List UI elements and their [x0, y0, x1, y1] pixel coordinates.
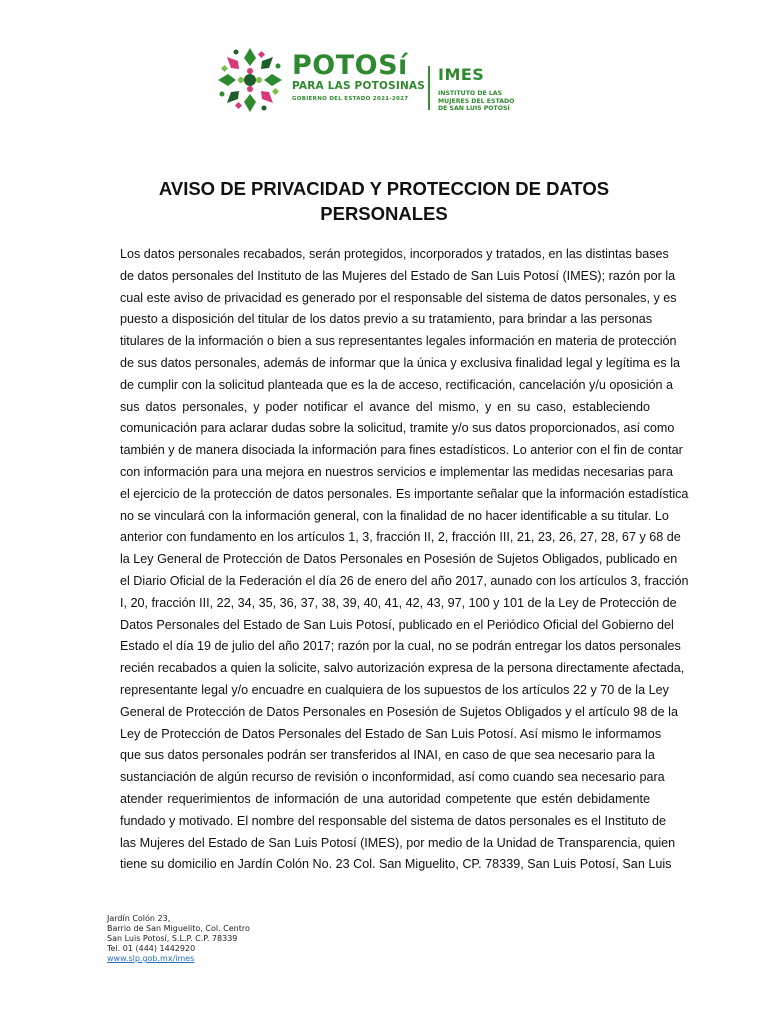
brand-government: GOBIERNO DEL ESTADO 2021-2027 [292, 96, 409, 102]
header-divider [428, 66, 430, 110]
body-line: la Ley General de Protección de Datos Personales en Posesión de Sujetos Obligados, publicado en [120, 552, 678, 567]
imes-block [438, 66, 578, 113]
body-line: de datos personales del Instituto de las Mujeres del Estado de San Luis Potosí (IMES); razón por la [120, 268, 676, 283]
body-line: I, 20, fracción III, 22, 34, 35, 36, 37, 38, 39, 40, 41, 42, 43, 97, 100 y 101 de la Ley de Protección de [120, 595, 677, 610]
body-line: General de Protección de Datos Personales en Posesión de Sujetos Obligados y el artículo 98 de la [120, 704, 678, 719]
body-line: anterior con fundamento en los artículos 1, 3, fracción II, 2, fracción III, 21, 23, 26, 27, 28, 67 y 68 de [120, 530, 681, 545]
body-line: comunicación para aclarar dudas sobre la solicitud, tramite y/o sus datos proporcionados, así como [120, 421, 675, 436]
brand-subtitle: PARA LAS POTOSINAS [292, 80, 426, 92]
brand-block [292, 52, 432, 105]
body-line: de cumplir con la solicitud planteada que es la de acceso, rectificación, cancelación y/u oposición a [120, 377, 674, 392]
body-line: atender requerimientos de información de una autoridad competente que estén debidamente [120, 791, 650, 806]
body-line: sus datos personales, y poder notificar el avance del mismo, y en su caso, estableciendo [120, 399, 650, 414]
body-line: recién recabados a quien la solicite, salvo autorización expresa de la persona directamente afectada, [120, 661, 685, 676]
body-line: Datos Personales del Estado de San Luis Potosí, publicado en el Periódico Oficial del Gobierno del [120, 617, 674, 632]
body-line: puesto a disposición del titular de los datos previo a su tratamiento, para brindar a las personas [120, 312, 653, 327]
privacy-notice-body [120, 244, 689, 876]
imes-subtitle [438, 90, 578, 113]
document-title-line: AVISO DE PRIVACIDAD Y PROTECCION DE DATOS [158, 178, 610, 199]
imes-subtitle-line: DE SAN LUIS POTOSÍ [438, 105, 510, 113]
footer-address-line: Barrio de San Miguelito, Col. Centro [107, 924, 250, 933]
body-line: de sus datos personales, además de informar que la única y exclusiva finalidad legal y legítima es la [120, 355, 681, 370]
body-line: cual este aviso de privacidad es generado por el responsable del sistema de datos personales, y es [120, 290, 677, 305]
footer-address-line: San Luis Potosí, S.L.P. C.P. 78339 [107, 934, 238, 943]
document-title-line: PERSONALES [320, 203, 448, 224]
page-footer [107, 914, 367, 964]
body-line: las Mujeres del Estado de San Luis Potosí (IMES), por medio de la Unidad de Transparencia, quien [120, 835, 676, 850]
body-line: el ejercicio de la protección de datos personales. Es importante señalar que la información estadística [120, 486, 689, 501]
page-header [214, 44, 574, 116]
body-line: titulares de la información o bien a sus representantes legales información en materia de protección [120, 334, 677, 349]
body-line: Ley de Protección de Datos Personales del Estado de San Luis Potosí. Así mismo le informamos [120, 726, 662, 741]
body-line: representante legal y/o encuadre en cualquiera de los supuestos de los artículos 22 y 70 de la Ley [120, 682, 669, 697]
body-line: el Diario Oficial de la Federación el día 26 de enero del año 2017, aunado con los artículos 3, fracción [120, 573, 689, 588]
imes-subtitle-line: INSTITUTO DE LAS [438, 90, 503, 97]
potosi-emblem-logo [214, 44, 286, 116]
body-line: no se vinculará con la información general, con la finalidad de no hacer identificable a su titular. Lo [120, 508, 669, 523]
body-line: con información para una mejora en nuestros servicios e implementar las medidas necesarias para [120, 464, 673, 479]
imes-title: IMES [438, 65, 485, 84]
body-line: que sus datos personales podrán ser transferidos al INAI, en caso de que sea necesario para la [120, 748, 655, 763]
body-line: sustanciación de algún recurso de revisión o inconformidad, así como cuando sea necesario para [120, 770, 665, 785]
body-line: también y de manera disociada la información para fines estadísticos. Lo anterior con el fin de contar [120, 443, 683, 458]
footer-phone: Tel. 01 (444) 1442920 [107, 944, 196, 953]
body-line: Estado el día 19 de julio del año 2017; razón por la cual, no se podrán entregar los datos personales [120, 639, 681, 654]
document-title [110, 176, 658, 226]
body-line: tiene su domicilio en Jardín Colón No. 23 Col. San Miguelito, CP. 78339, San Luis Potosí, San Luis [120, 857, 672, 872]
footer-address-line: Jardín Colón 23, [107, 914, 171, 923]
body-line: Los datos personales recabados, serán protegidos, incorporados y tratados, en las distintas bases [120, 247, 669, 261]
imes-subtitle-line: MUJERES DEL ESTADO [438, 97, 515, 105]
brand-title: POTOSí [292, 50, 408, 81]
footer-website-link[interactable]: www.slp.gob.mx/imes [107, 954, 195, 963]
body-line: fundado y motivado. El nombre del responsable del sistema de datos personales es el Instituto de [120, 813, 667, 828]
